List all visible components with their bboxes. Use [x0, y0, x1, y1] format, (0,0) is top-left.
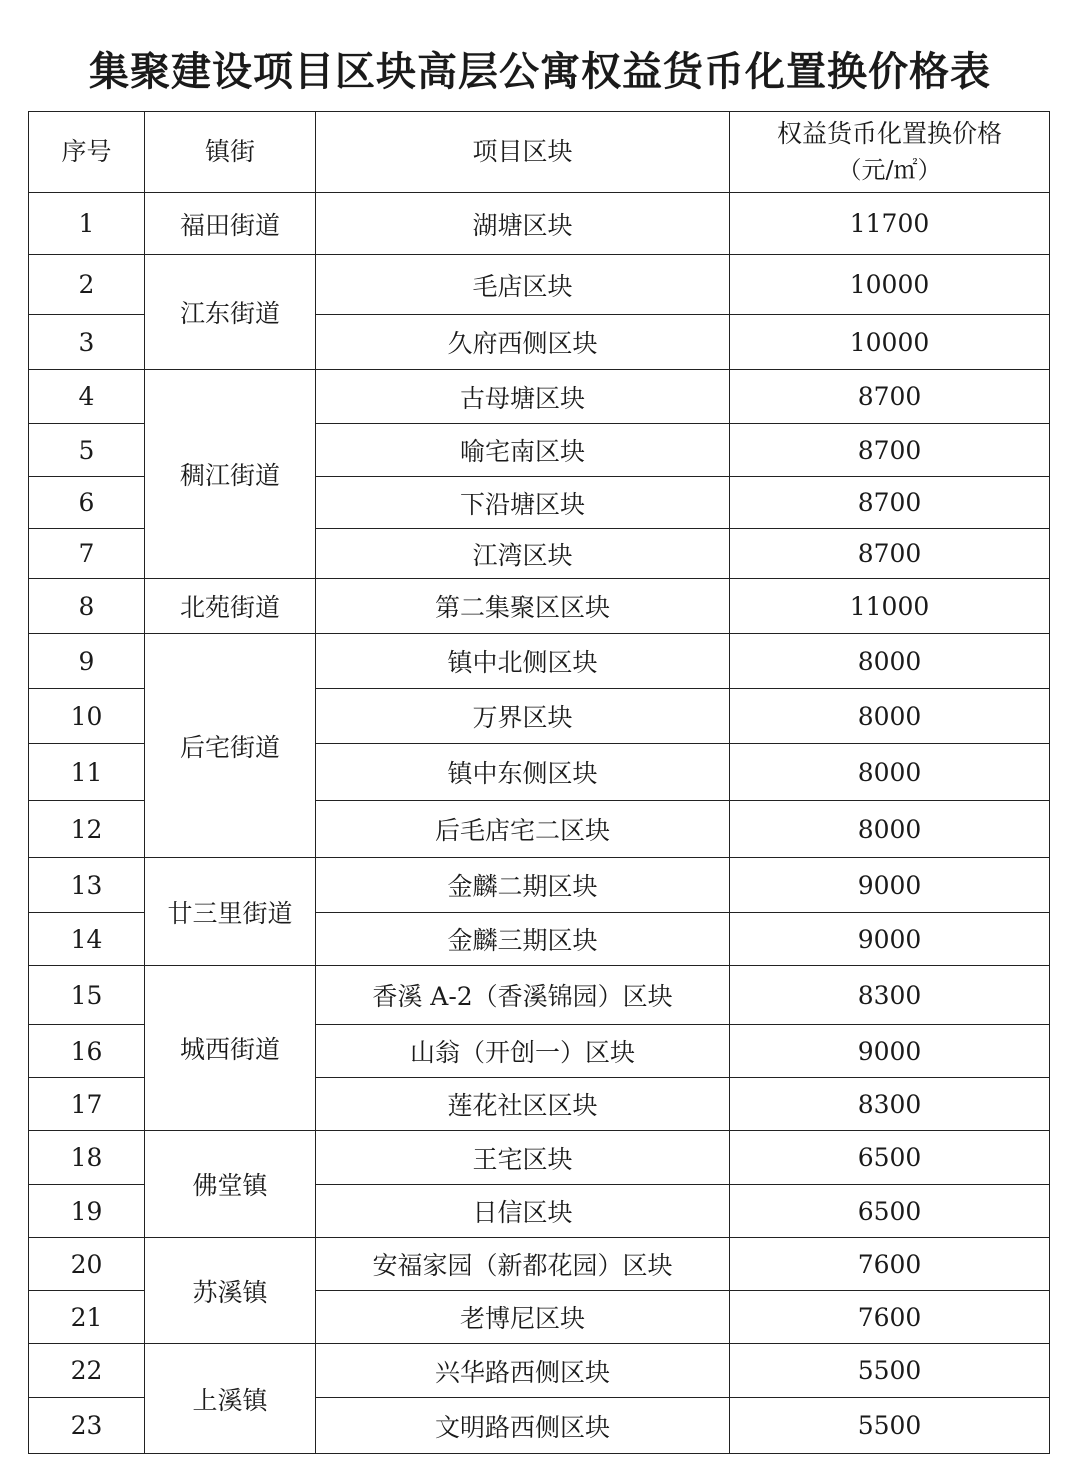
price-cell: 10000	[730, 255, 1050, 315]
block-cell: 王宅区块	[316, 1131, 730, 1185]
seq-cell: 16	[29, 1025, 145, 1078]
block-cell: 山翁（开创一）区块	[316, 1025, 730, 1078]
block-cell: 后毛店宅二区块	[316, 801, 730, 858]
table-row	[29, 966, 1050, 1025]
page-title: 集聚建设项目区块高层公寓权益货币化置换价格表	[89, 49, 991, 95]
price-cell: 6500	[730, 1185, 1050, 1238]
seq-cell: 10	[29, 689, 145, 744]
block-cell: 镇中北侧区块	[316, 634, 730, 689]
town-cell: 福田街道	[145, 193, 316, 255]
block-cell: 喻宅南区块	[316, 424, 730, 477]
seq-cell: 23	[29, 1398, 145, 1454]
town-cell: 江东街道	[145, 255, 316, 370]
seq-cell: 17	[29, 1078, 145, 1131]
block-cell: 古母塘区块	[316, 370, 730, 424]
seq-cell: 11	[29, 744, 145, 801]
price-cell: 5500	[730, 1398, 1050, 1454]
block-cell: 毛店区块	[316, 255, 730, 315]
table-row	[29, 634, 1050, 689]
seq-cell: 22	[29, 1344, 145, 1398]
seq-cell: 2	[29, 255, 145, 315]
header-town: 镇街	[145, 112, 316, 193]
block-cell: 日信区块	[316, 1185, 730, 1238]
seq-cell: 9	[29, 634, 145, 689]
header-price-unit: （元/㎡）	[837, 156, 942, 184]
seq-cell: 13	[29, 858, 145, 913]
price-cell: 7600	[730, 1238, 1050, 1291]
price-cell: 9000	[730, 858, 1050, 913]
price-table	[28, 111, 1050, 1454]
header-block: 项目区块	[316, 112, 730, 193]
table-header-row	[29, 112, 1050, 193]
price-cell: 8000	[730, 689, 1050, 744]
price-cell: 8000	[730, 744, 1050, 801]
block-cell: 金麟二期区块	[316, 858, 730, 913]
town-cell: 城西街道	[145, 966, 316, 1131]
price-cell: 6500	[730, 1131, 1050, 1185]
block-cell: 镇中东侧区块	[316, 744, 730, 801]
block-cell: 湖塘区块	[316, 193, 730, 255]
seq-cell: 8	[29, 579, 145, 634]
seq-cell: 14	[29, 913, 145, 966]
price-cell: 11000	[730, 579, 1050, 634]
table-row	[29, 1344, 1050, 1398]
seq-cell: 4	[29, 370, 145, 424]
block-cell: 文明路西侧区块	[316, 1398, 730, 1454]
price-cell: 8300	[730, 966, 1050, 1025]
town-cell: 廿三里街道	[145, 858, 316, 966]
seq-cell: 18	[29, 1131, 145, 1185]
seq-cell: 19	[29, 1185, 145, 1238]
header-seq: 序号	[29, 112, 145, 193]
block-cell: 万界区块	[316, 689, 730, 744]
block-cell: 下沿塘区块	[316, 477, 730, 529]
price-cell: 8000	[730, 801, 1050, 858]
seq-cell: 7	[29, 529, 145, 579]
seq-cell: 1	[29, 193, 145, 255]
block-cell: 安福家园（新都花园）区块	[316, 1238, 730, 1291]
block-cell: 兴华路西侧区块	[316, 1344, 730, 1398]
price-cell: 11700	[730, 193, 1050, 255]
town-cell: 佛堂镇	[145, 1131, 316, 1238]
price-cell: 8300	[730, 1078, 1050, 1131]
block-cell: 江湾区块	[316, 529, 730, 579]
table-row	[29, 579, 1050, 634]
price-cell: 7600	[730, 1291, 1050, 1344]
block-cell: 第二集聚区区块	[316, 579, 730, 634]
block-cell: 莲花社区区块	[316, 1078, 730, 1131]
price-cell: 5500	[730, 1344, 1050, 1398]
town-cell: 后宅街道	[145, 634, 316, 858]
seq-cell: 5	[29, 424, 145, 477]
table-row	[29, 1238, 1050, 1291]
table-row	[29, 193, 1050, 255]
seq-cell: 20	[29, 1238, 145, 1291]
price-cell: 8700	[730, 370, 1050, 424]
block-cell: 久府西侧区块	[316, 315, 730, 370]
seq-cell: 15	[29, 966, 145, 1025]
price-cell: 8700	[730, 477, 1050, 529]
town-cell: 上溪镇	[145, 1344, 316, 1454]
seq-cell: 3	[29, 315, 145, 370]
table-row	[29, 370, 1050, 424]
block-cell: 香溪 A-2（香溪锦园）区块	[316, 966, 730, 1025]
price-cell: 8000	[730, 634, 1050, 689]
seq-cell: 6	[29, 477, 145, 529]
price-cell: 8700	[730, 424, 1050, 477]
town-cell: 北苑街道	[145, 579, 316, 634]
price-cell: 10000	[730, 315, 1050, 370]
town-cell: 稠江街道	[145, 370, 316, 579]
price-cell: 8700	[730, 529, 1050, 579]
table-row	[29, 858, 1050, 913]
table-row	[29, 255, 1050, 315]
town-cell: 苏溪镇	[145, 1238, 316, 1344]
seq-cell: 21	[29, 1291, 145, 1344]
table-row	[29, 1131, 1050, 1185]
block-cell: 老博尼区块	[316, 1291, 730, 1344]
header-price	[730, 112, 1050, 193]
header-price-title: 权益货币化置换价格	[776, 119, 1002, 148]
block-cell: 金麟三期区块	[316, 913, 730, 966]
seq-cell: 12	[29, 801, 145, 858]
price-cell: 9000	[730, 913, 1050, 966]
price-cell: 9000	[730, 1025, 1050, 1078]
